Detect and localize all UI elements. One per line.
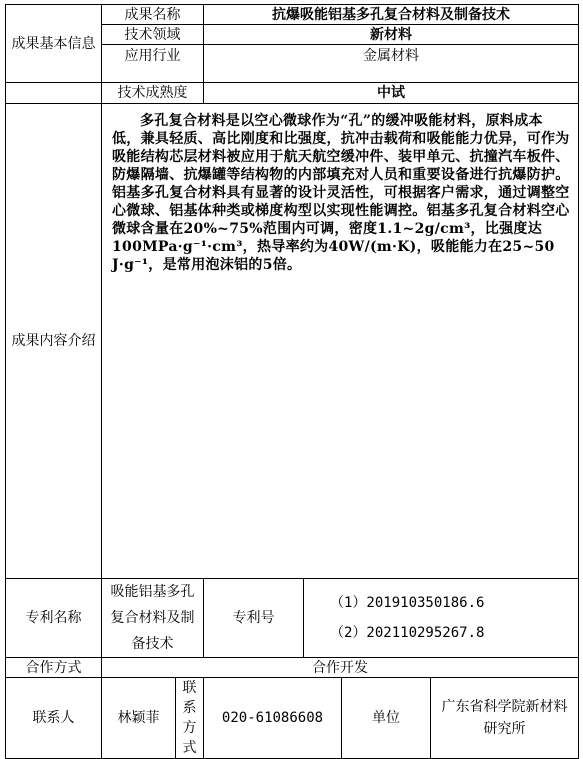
cooperation-value: 合作开发 [102, 658, 579, 678]
achievement-name-label: 成果名称 [102, 5, 204, 25]
maturity-label: 技术成熟度 [102, 83, 204, 104]
patent-name-label: 专利名称 [6, 579, 102, 658]
industry-value: 金属材料 [204, 45, 579, 83]
contact-person-label: 联系人 [6, 678, 102, 759]
patent-name-value: 吸能铝基多孔复合材料及制备技术 [102, 579, 204, 658]
row-patent [6, 579, 579, 658]
contact-unit-value: 广东省科学院新材料研究所 [431, 678, 579, 759]
patent-number-1: （1）201910350186.6 [330, 595, 485, 611]
row-cooperation [6, 658, 579, 678]
patent-number-list [304, 579, 579, 658]
content-section-label: 成果内容介绍 [6, 104, 102, 579]
contact-unit-label: 单位 [342, 678, 431, 759]
achievement-table [5, 4, 579, 759]
cooperation-label: 合作方式 [6, 658, 102, 678]
row-contact [6, 678, 579, 759]
basic-info-section-label: 成果基本信息 [6, 5, 102, 83]
achievement-name-value: 抗爆吸能铝基多孔复合材料及制备技术 [204, 5, 579, 25]
patent-number-label: 专利号 [204, 579, 304, 658]
row-content [6, 104, 579, 579]
patent-number-2: （2）202110295267.8 [330, 625, 485, 641]
industry-label: 应用行业 [102, 45, 204, 83]
contact-person-value: 林颖菲 [102, 678, 176, 759]
contact-phone-value: 020-61086608 [204, 678, 342, 759]
content-text: 多孔复合材料是以空心微球作为“孔”的缓冲吸能材料，原料成本低，兼具轻质、高比刚度和比强度，抗冲击载荷和吸能能力优异，可作为吸能结构芯层材料被应用于航天航空缓冲件、装甲单元、抗撞汽车板件、防爆隔墙、抗爆罐等结构物的内部填充对人员和重要设备进行抗爆防护。铝基多孔复合材料具有显著的设计灵活性，可根据客户需求，通过调整空心微球、铝基体种类或梯度构型以实现性能调控。铝基多孔复合材料空心微球含量在20%~75%范围内可调，密度1.1~2g/cm³，比强度达100MPa·g⁻¹·cm³，热导率约为40W/(m·K)，吸能能力在25~50 J·g⁻¹，是常用泡沫铝的5倍。 [112, 113, 570, 273]
maturity-spacer [6, 83, 102, 104]
tech-field-label: 技术领域 [102, 25, 204, 45]
row-maturity [6, 83, 579, 104]
content-paragraph [102, 104, 579, 579]
tech-field-value: 新材料 [204, 25, 579, 45]
maturity-value: 中试 [204, 83, 579, 104]
contact-method-label: 联系方式 [176, 678, 204, 759]
row-achievement-name [6, 5, 579, 25]
